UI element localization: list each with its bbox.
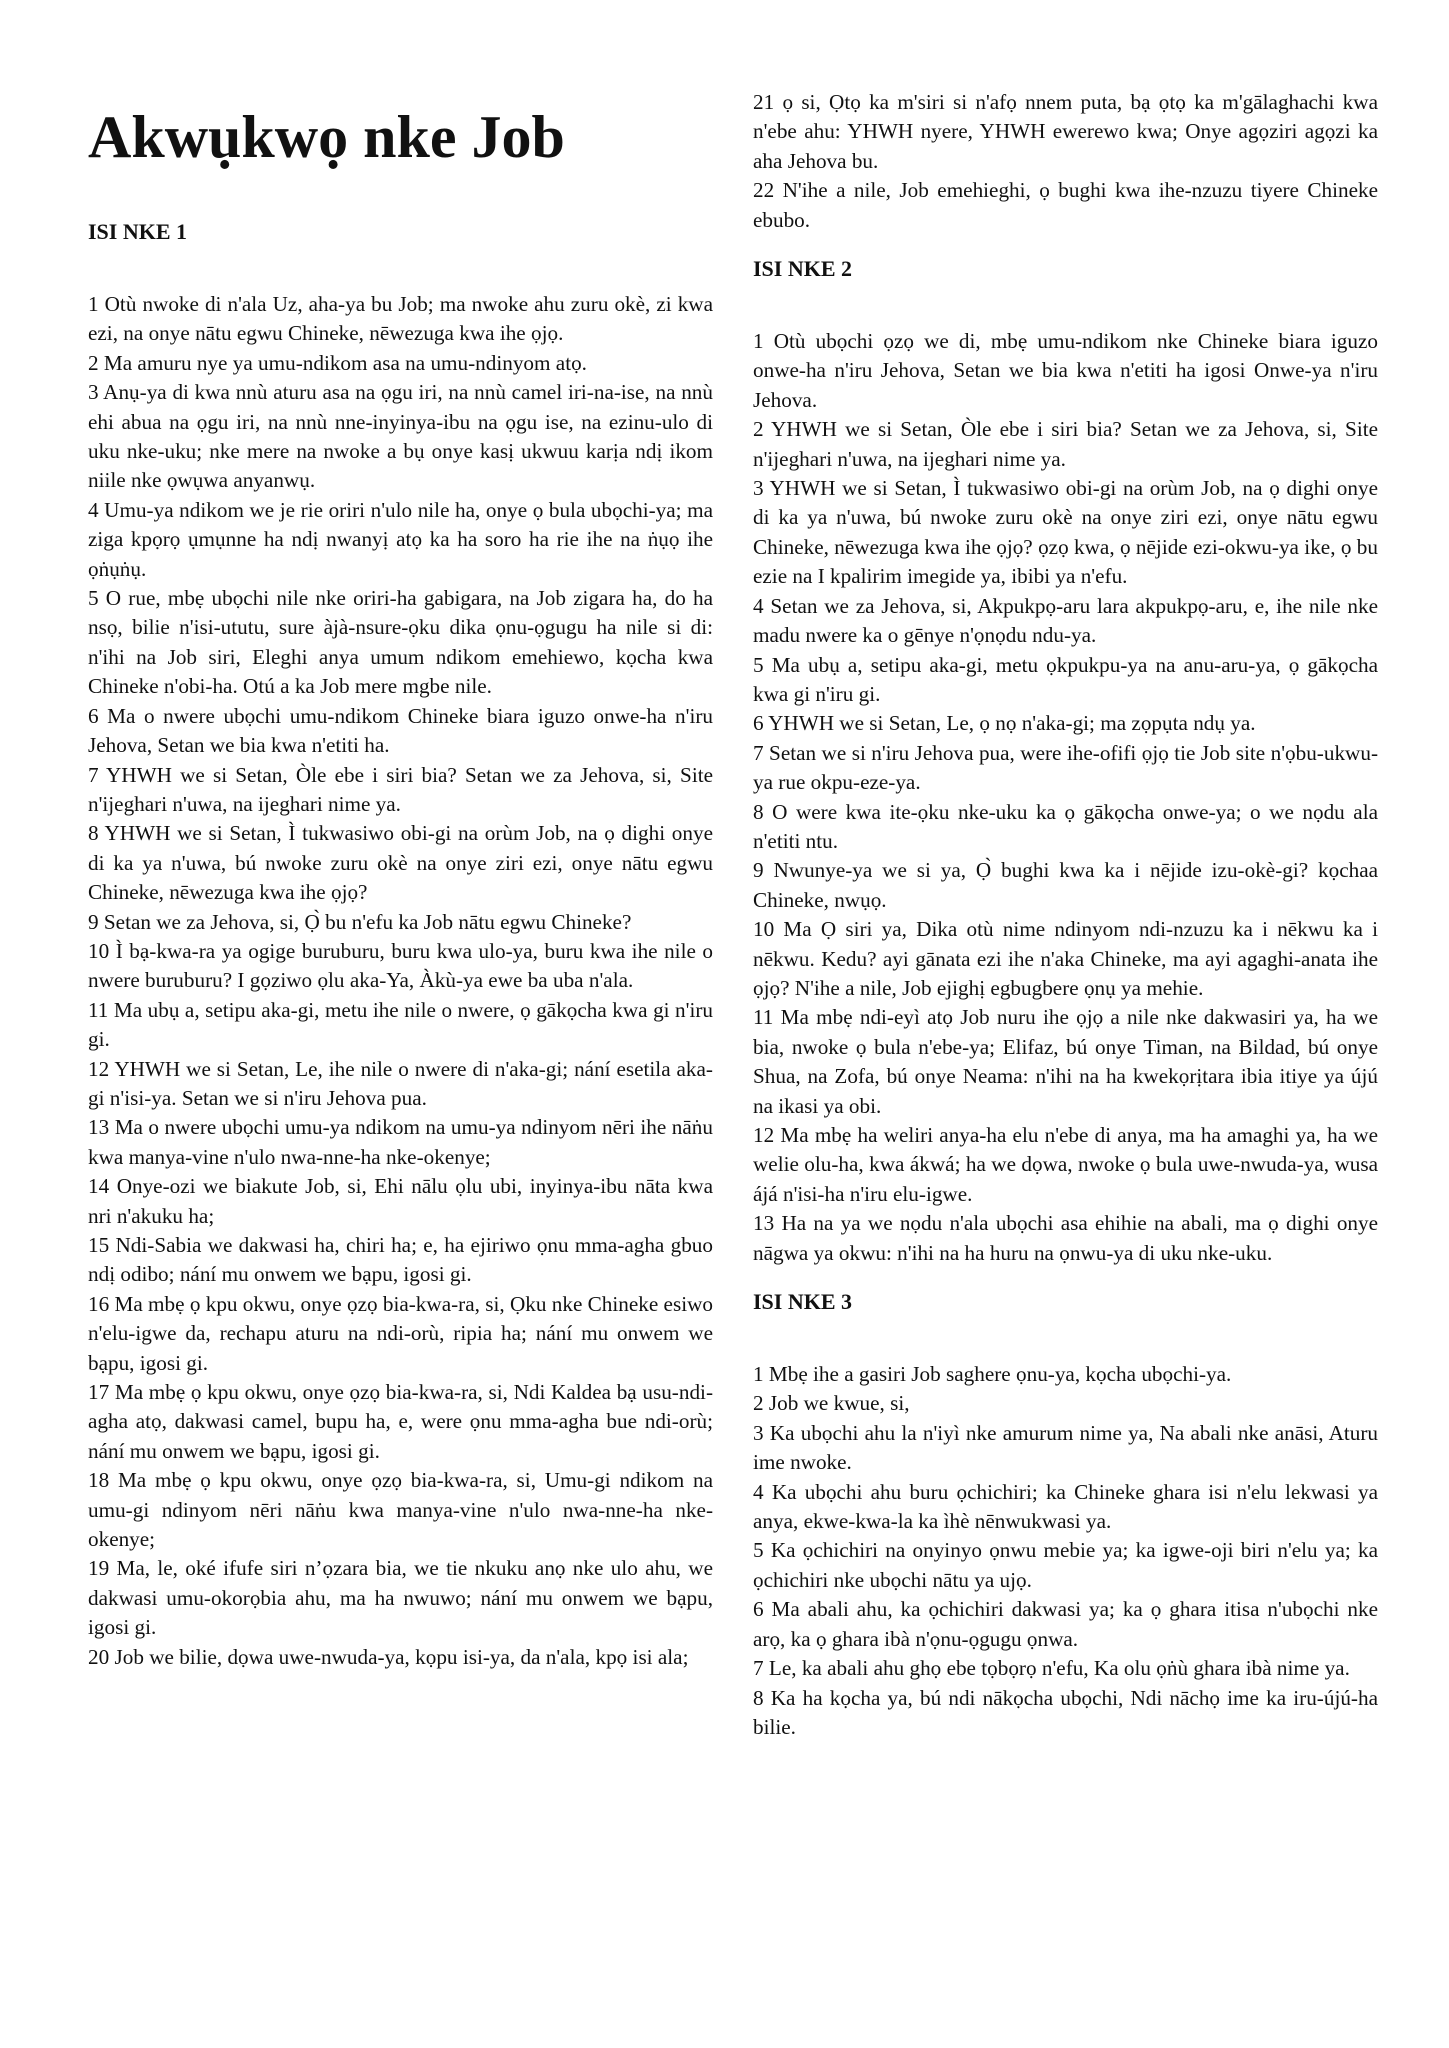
chapter-3-verses (753, 1360, 1378, 1742)
verse: 14 Onye-ozi we biakute Job, si, Ehi nālu ọlu ubi, inyinya-ibu nāta kwa nri n'akuku ha; (88, 1174, 713, 1228)
verse: 6 Ma o nwere ubọchi umu-ndikom Chineke biara iguzo onwe-ha n'iru Jehova, Setan we bia kwa n'etiti ha. (88, 703, 713, 758)
verse: 5 Ma ubụ a, setipu aka-gi, metu ọkpukpu-ya na anu-aru-ya, ọ gākọcha kwa gi n'iru gi. (753, 652, 1378, 706)
verse: 1 Mbẹ ihe a gasiri Job saghere ọnu-ya, kọcha ubọchi-ya. (753, 1362, 1232, 1387)
verse: 2 Ma amuru nye ya umu-ndikom asa na umu-ndinyom atọ. (88, 350, 587, 375)
verse: 8 YHWH we si Setan, Ì tukwasiwo obi-gi na orùm Job, na ọ dighi onye di ka ya n'uwa, bú nwoke zuru okè na onye ziri ezi, onye nātu egwu Chineke, nēwezuga kwa ihe ọjọ? (88, 821, 713, 905)
chapter-heading-3: ISI NKE 3 (753, 1289, 853, 1315)
chapter-2-verses (753, 327, 1378, 1268)
verse: 6 Ma abali ahu, ka ọchichiri dakwasi ya; ka ọ ghara itisa n'ubọchi nke arọ, ka ọ ghara ibà n'ọnu-ọgugu ọnwa. (753, 1597, 1378, 1651)
verse: 8 O were kwa ite-ọku nke-uku ka ọ gākọcha onwe-ya; o we nọdu ala n'etiti ntu. (753, 799, 1378, 853)
verse: 10 Ì bạ-kwa-ra ya ogige buruburu, buru kwa ulo-ya, buru kwa ihe nile o nwere buruburu? I gọziwo ọlu aka-Ya, Àkù-ya ewe ba uba n'ala. (88, 938, 713, 993)
verse: 1 Otù nwoke di n'ala Uz, aha-ya bu Job; ma nwoke ahu zuru okè, zi kwa ezi, na onye nātu egwu Chineke, nēwezuga kwa ihe ọjọ. (88, 292, 713, 346)
verse: 11 Ma ubụ a, setipu aka-gi, metu ihe nile o nwere, ọ gākọcha kwa gi n'iru gi. (88, 997, 713, 1052)
chapter-1-continued-verses (753, 88, 1378, 235)
verse: 7 Setan we si n'iru Jehova pua, were ihe-ofifi ọjọ tie Job site n'ọbu-ukwu-ya rue okpu-eze-ya. (753, 740, 1378, 795)
verse: 9 Nwunye-ya we si ya, Ọ̀ bughi kwa ka i nējide izu-okè-gi? kọchaa Chineke, nwụọ. (753, 858, 1378, 912)
chapter-heading-2: ISI NKE 2 (753, 256, 853, 282)
right-column (753, 88, 1378, 1988)
verse: 12 Ma mbẹ ha weliri anya-ha elu n'ebe di anya, ma ha amaghi ya, ha we welie olu-ha, kwa ákwá; ha we dọwa, nwoke ọ bula uwe-nwuda-ya, wusa ájá n'isi-ha n'iru elu-igwe. (753, 1123, 1378, 1206)
verse: 6 YHWH we si Setan, Le, ọ nọ n'aka-gi; ma zọpụta ndụ ya. (753, 711, 1256, 736)
verse: 13 Ha na ya we nọdu n'ala ubọchi asa ehihie na abali, ma ọ dighi onye nāgwa ya okwu: n'ihi na ha huru na ọnwu-ya di uku nke-uku. (753, 1211, 1378, 1265)
verse: 3 Ka ubọchi ahu la n'iyì nke amurum nime ya, Na abali nke anāsi, Aturu ime nwoke. (753, 1420, 1378, 1475)
verse: 3 Anụ-ya di kwa nnù aturu asa na ọgu iri, na nnù camel iri-na-ise, na nnù ehi abua na ọgu iri, na nnù nne-inyinya-ibu na ọgu ise, na ezinu-ulo di uku nke-uku; nke mere na nwoke a bụ onye kasị ukwuu karịa ndị ikom niile nke ọwụwa anyanwụ. (88, 380, 713, 493)
verse: 21 ọ si, Ọtọ ka m'siri si n'afọ nnem puta, bạ ọtọ ka m'gālaghachi kwa n'ebe ahu: YHWH nyere, YHWH ewerewo kwa; Onye agọziri agọzi ka aha Jehova bu. (753, 90, 1378, 173)
verse: 15 Ndi-Sabia we dakwasi ha, chiri ha; e, ha ejiriwo ọnu mma-agha gbuo ndị odibo; nání mu onwem we bạpu, igosi gi. (88, 1233, 713, 1287)
verse: 10 Ma Ọ siri ya, Dika otù nime ndinyom ndi-nzuzu ka i nēkwu ka i nēkwu. Kedu? ayi gānata ezi ihe n'aka Chineke, ma ayi agaghi-anata ihe ọjọ? N'ihe a nile, Job ejighị egbugbere ọnụ ya mehie. (753, 917, 1378, 1000)
verse: 4 Umu-ya ndikom we je rie oriri n'ulo nile ha, onye ọ bula ubọchi-ya; ma ziga kpọrọ ụmụnne ha ndị nwanyị atọ ka ha soro ha rie ihe na ṅụọ ihe ọṅụṅụ. (88, 497, 713, 581)
verse: 17 Ma mbẹ ọ kpu okwu, onye ọzọ bia-kwa-ra, si, Ndi Kaldea bạ usu-ndi-agha atọ, dakwasi camel, bupu ha, e, were ọnu mma-agha bue ndi-orù; nání mu onwem we bạpu, igosi gi. (88, 1380, 713, 1463)
verse: 9 Setan we za Jehova, si, Ọ̀ bu n'efu ka Job nātu egwu Chineke? (88, 909, 632, 934)
verse: 8 Ka ha kọcha ya, bú ndi nākọcha ubọchi, Ndi nāchọ ime ka iru-újú-ha bilie. (753, 1685, 1378, 1739)
verse: 16 Ma mbẹ ọ kpu okwu, onye ọzọ bia-kwa-ra, si, Ọku nke Chineke esiwo n'elu-igwe da, rechapu aturu na ndi-orù, ripia ha; nání mu onwem we bạpu, igosi gi. (88, 1291, 713, 1375)
verse: 2 YHWH we si Setan, Òle ebe i siri bia? Setan we za Jehova, si, Site n'ijeghari n'uwa, na ijeghari nime ya. (753, 417, 1378, 471)
verse: 2 Job we kwue, si, (753, 1391, 910, 1416)
verse: 7 YHWH we si Setan, Òle ebe i siri bia? Setan we za Jehova, si, Site n'ijeghari n'uwa, na ijeghari nime ya. (88, 762, 713, 816)
verse: 4 Setan we za Jehova, si, Akpukpọ-aru lara akpukpọ-aru, e, ihe nile nke madu nwere ka o gēnye n'ọnọdu ndu-ya. (753, 593, 1378, 648)
chapter-1-verses (88, 290, 713, 1672)
verse: 5 Ka ọchichiri na onyinyo ọnwu mebie ya; ka igwe-oji biri n'elu ya; ka ọchichiri nke ubọchi nātu ya ujọ. (753, 1538, 1378, 1592)
verse: 20 Job we bilie, dọwa uwe-nwuda-ya, kọpu isi-ya, da n'ala, kpọ isi ala; (88, 1644, 689, 1669)
verse: 3 YHWH we si Setan, Ì tukwasiwo obi-gi na orùm Job, na ọ dighi onye di ka ya n'uwa, bú nwoke zuru okè na onye ziri ezi, onye nātu egwu Chineke, nēwezuga kwa ihe ọjọ? ọzọ kwa, ọ nējide ezi-okwu-ya ike, ọ bu ezie na I kpalirim imegide ya, ibibi ya n'efu. (753, 476, 1378, 589)
verse: 7 Le, ka abali ahu ghọ ebe tọbọrọ n'efu, Ka olu ọṅù ghara ibà nime ya. (753, 1656, 1350, 1681)
verse: 18 Ma mbẹ ọ kpu okwu, onye ọzọ bia-kwa-ra, si, Umu-gi ndikom na umu-gi ndinyom nēri nāṅu kwa manya-vine n'ulo nwa-nne-ha nke-okenye; (88, 1468, 713, 1552)
verse: 19 Ma, le, oké ifufe siri n’ọzara bia, we tie nkuku anọ nke ulo ahu, we dakwasi umu-okorọbia ahu, ma ha nwuwo; nání mu onwem we bạpu, igosi gi. (88, 1556, 713, 1640)
left-column (88, 88, 713, 1988)
verse: 5 O rue, mbẹ ubọchi nile nke oriri-ha gabigara, na Job zigara ha, do ha nsọ, bilie n'isi-ututu, sure àjà-nsure-ọku dika ọnu-ọgugu ha nile si di: n'ihi na Job siri, Eleghi anya umum ndikom emehiewo, kọcha kwa Chineke n'obi-ha. Otú a ka Job mere mgbe nile. (88, 586, 713, 699)
verse: 11 Ma mbẹ ndi-eyì atọ Job nuru ihe ọjọ a nile nke dakwasiri ya, ha we bia, nwoke ọ bula n'ebe-ya; Elifaz, bú onye Timan, na Bildad, bú onye Shua, na Zofa, bú onye Neama: n'ihi na ha kwekọrịtara ibia itiye ya újú na ikasi ya obi. (753, 1005, 1378, 1118)
chapter-heading-1: ISI NKE 1 (88, 219, 188, 244)
verse: 12 YHWH we si Setan, Le, ihe nile o nwere di n'aka-gi; nání esetila aka-gi n'isi-ya. Setan we si n'iru Jehova pua. (88, 1056, 713, 1110)
document-page (88, 88, 1378, 1988)
verse: 4 Ka ubọchi ahu buru ọchichiri; ka Chineke ghara isi n'elu lekwasi ya anya, ekwe-kwa-la ka ìhè nēnwukwasi ya. (753, 1479, 1378, 1534)
verse: 13 Ma o nwere ubọchi umu-ya ndikom na umu-ya ndinyom nēri ihe nāṅu kwa manya-vine n'ulo nwa-nne-ha nke-okenye; (88, 1115, 713, 1169)
verse: 1 Otù ubọchi ọzọ we di, mbẹ umu-ndikom nke Chineke biara iguzo onwe-ha n'iru Jehova, Setan we bia kwa n'etiti ha igosi Onwe-ya n'iru Jehova. (753, 329, 1378, 412)
verse: 22 N'ihe a nile, Job emehieghi, ọ bughi kwa ihe-nzuzu tiyere Chineke ebubo. (753, 178, 1378, 232)
page-title: Akwụkwọ nke Job (88, 104, 565, 170)
